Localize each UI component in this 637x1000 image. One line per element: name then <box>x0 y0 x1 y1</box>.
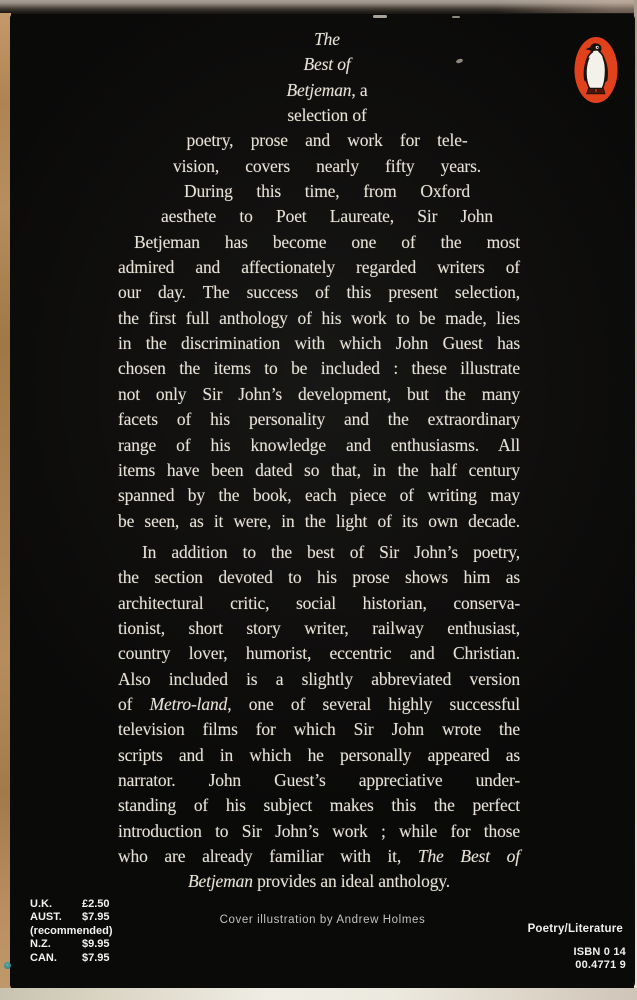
blurb-segment: who are already familiar with it, <box>118 846 418 866</box>
edge-scuff <box>452 16 460 18</box>
cover-credit: Cover illustration by Andrew Holmes <box>219 914 426 926</box>
blurb-segment: The <box>314 29 340 49</box>
blurb-line: tionist, short story writer, railway enthusiast, <box>118 617 520 638</box>
penguin-logo <box>574 36 618 104</box>
blurb-line: narrator. John Guest’s appreciative under- <box>118 769 520 790</box>
blurb-line: standing of his subject makes this the perfect <box>118 795 520 816</box>
blurb-segment: Best of <box>303 54 351 75</box>
blurb-line: the section devoted to his prose shows him as <box>118 567 520 588</box>
blurb-line: not only Sir John’s development, but the many <box>118 383 520 404</box>
blurb-line: Also included is a slightly abbreviated version <box>118 668 520 689</box>
blurb-line <box>126 52 528 77</box>
blurb-line: poetry, prose and work for tele- <box>186 130 468 151</box>
price-value: $9.95 <box>82 938 110 951</box>
blurb-line: scripts and in which he personally appeared as <box>118 744 520 765</box>
blurb-segment: Metro-land <box>149 693 228 714</box>
blurb-line: architectural critic, social historian, conserva- <box>118 592 520 613</box>
price-note: (recommended) <box>30 924 113 937</box>
blurb-line: aesthete to Poet Laureate, Sir John <box>161 206 493 227</box>
blurb-line: in the discrimination with which John Guest has <box>118 333 520 354</box>
blurb-line <box>118 692 520 717</box>
price-value: $7.95 <box>82 911 110 924</box>
blurb-line: In addition to the best of Sir John’s poetry, <box>142 541 520 562</box>
blurb-segment: , a <box>351 79 368 100</box>
blurb-line: admired and affectionately regarded writers of <box>118 257 520 278</box>
price-label: N.Z. <box>30 938 51 951</box>
blurb-line: the first full anthology of his work to be made, lies <box>118 307 520 328</box>
blurb-line <box>126 27 528 52</box>
blurb-line <box>118 844 520 869</box>
blurb-segment: provides an ideal anthology. <box>252 871 451 892</box>
blurb-segment: Betjeman <box>286 79 352 100</box>
blurb-segment: selection of <box>287 105 367 126</box>
blurb <box>118 27 520 895</box>
blurb-line <box>126 103 528 128</box>
edge-scuff <box>373 15 387 18</box>
price-list <box>30 898 150 965</box>
photo-background-top-highlight <box>0 0 637 13</box>
blurb-line: chosen the items to be included : these illustrate <box>118 358 520 379</box>
blurb-line: television films for which Sir John wrote the <box>118 719 520 740</box>
blurb-line: range of his knowledge and enthusiasms. All <box>118 434 520 455</box>
price-label: U.K. <box>30 898 52 910</box>
blurb-segment: , one of several highly successful <box>227 693 520 714</box>
blurb-line: vision, covers nearly fifty years. <box>173 155 481 176</box>
blurb-line: Betjeman has become one of the most <box>134 231 520 252</box>
book-cover <box>10 14 635 988</box>
isbn-number <box>573 946 626 972</box>
blurb-line: country lover, humorist, eccentric and Christian. <box>118 643 520 664</box>
price-label: AUST. <box>30 911 62 924</box>
blurb-line: items have been dated so that, in the half century <box>118 459 520 480</box>
blurb-segment: of <box>118 693 150 714</box>
page-edge-bottom <box>0 988 637 1000</box>
blurb-segment: The Best of <box>417 846 520 866</box>
isbn-line: 00.4771 9 <box>575 959 626 971</box>
blurb-line: be seen, as it were, in the light of its own decade. <box>118 510 520 531</box>
blurb-line: our day. The success of this present selection, <box>118 282 520 303</box>
category-label: Poetry/Literature <box>527 923 623 935</box>
price-value: £2.50 <box>82 898 110 910</box>
blurb-line: During this time, from Oxford <box>184 181 470 202</box>
isbn-line: ISBN 0 14 <box>573 946 626 958</box>
price-label: CAN. <box>30 951 57 964</box>
blurb-line <box>126 78 528 103</box>
blurb-segment: Betjeman <box>187 871 253 892</box>
price-value: $7.95 <box>82 951 110 964</box>
blurb-line: facets of his personality and the extraordinary <box>118 409 520 430</box>
blurb-line <box>118 869 520 894</box>
teal-mark <box>4 962 11 969</box>
blurb-line: spanned by the book, each piece of writing may <box>118 485 520 506</box>
blurb-line: introduction to Sir John’s work ; while for those <box>118 820 520 841</box>
